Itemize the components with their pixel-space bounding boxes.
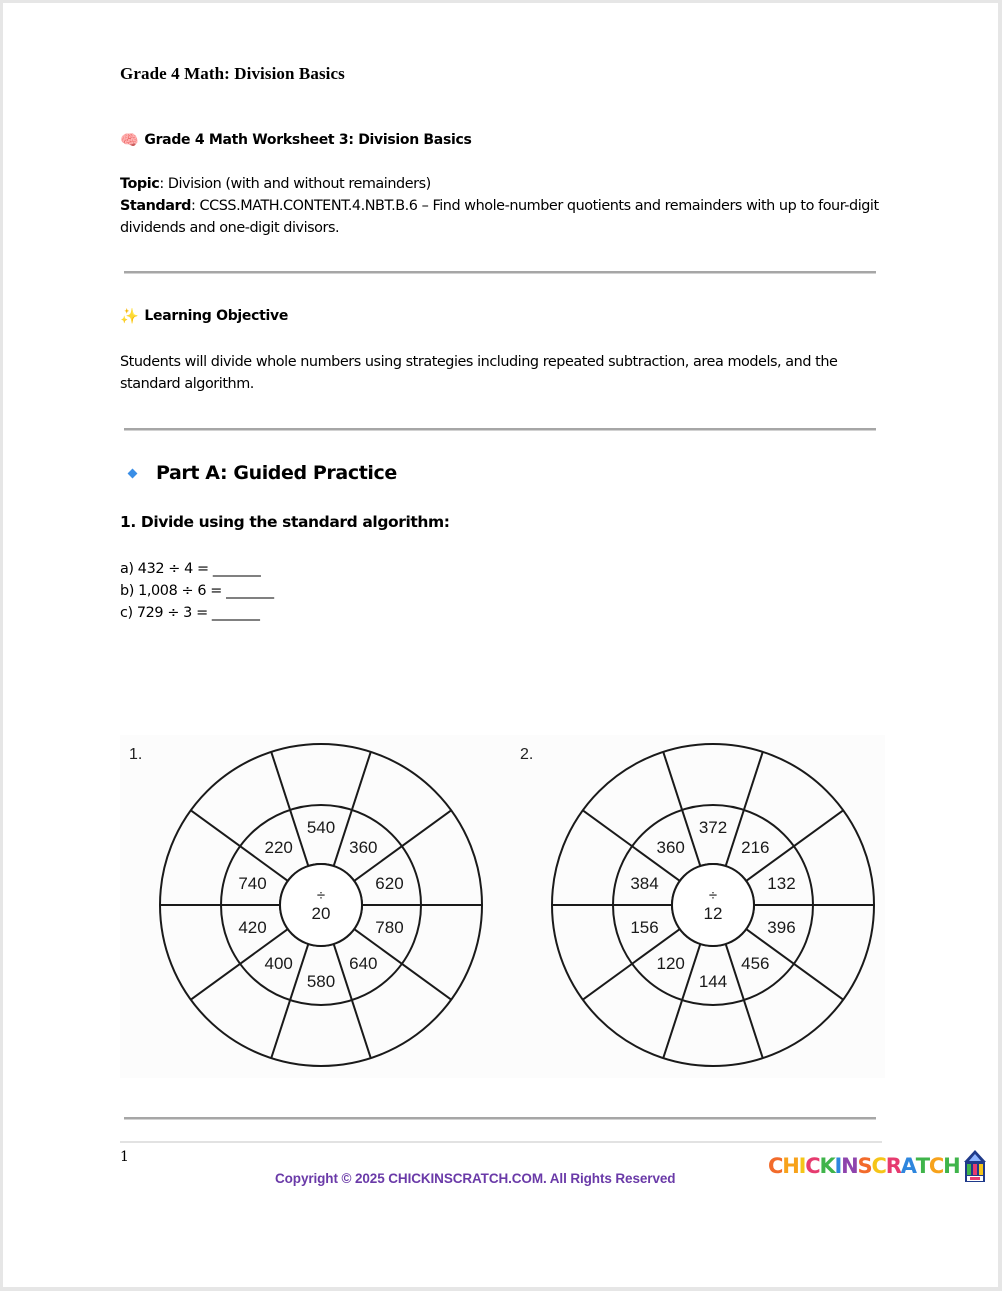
logo-letter: T xyxy=(915,1154,929,1178)
dividend-number: 640 xyxy=(349,954,378,974)
dividend-number: 540 xyxy=(306,818,336,837)
standard-line xyxy=(120,195,880,239)
dividend-number: 120 xyxy=(656,954,685,974)
section-divider xyxy=(124,428,876,431)
section-divider xyxy=(124,271,876,274)
brain-icon: 🧠 xyxy=(120,131,139,149)
division-wheel-2 xyxy=(552,744,874,1066)
logo-letter: C xyxy=(805,1154,820,1178)
dividend-number: 216 xyxy=(741,837,770,857)
dividend-number: 396 xyxy=(767,918,796,938)
dividend-number: 220 xyxy=(264,837,293,857)
dividend-number: 132 xyxy=(767,873,796,893)
divisor-number: 12 xyxy=(703,904,723,923)
objective-text: Students will divide whole numbers using strategies including repeated subtraction, area models, and the standard algorithm. xyxy=(120,354,838,392)
logo-letter: K xyxy=(819,1154,835,1178)
logo-text xyxy=(768,1154,959,1178)
logo-letter: H xyxy=(782,1154,799,1178)
standard-label: Standard xyxy=(120,198,192,214)
division-wheels-svg xyxy=(120,735,885,1078)
wheel-1-label: 1. xyxy=(129,746,143,763)
part-a-heading-text: Part A: Guided Practice xyxy=(156,462,397,484)
division-wheels-image xyxy=(120,735,885,1078)
sparkles-icon: ✨ xyxy=(120,307,139,325)
copyright-text: Copyright © 2025 CHICKINSCRATCH.COM. All Rights Reserved xyxy=(275,1171,676,1186)
logo-letter: S xyxy=(857,1154,872,1178)
document-page xyxy=(3,3,998,1287)
standard-value: : CCSS.MATH.CONTENT.4.NBT.B.6 – Find whole-number quotients and remainders with up to four-digit dividends and one-digit divisors. xyxy=(120,198,879,236)
worksheet-heading-text: Grade 4 Math Worksheet 3: Division Basics xyxy=(144,132,472,148)
pencil-house-icon xyxy=(962,1149,988,1183)
dividend-number: 420 xyxy=(238,918,267,938)
objective-heading xyxy=(120,307,288,325)
dividend-number: 620 xyxy=(375,873,404,893)
logo-letter: C xyxy=(928,1154,944,1178)
page-number: 1 xyxy=(120,1149,129,1165)
worksheet-heading xyxy=(120,131,472,149)
division-wheel-1 xyxy=(160,744,482,1066)
dividend-number: 360 xyxy=(349,837,378,857)
topic-line xyxy=(120,173,880,195)
dividend-number: 360 xyxy=(656,837,685,857)
logo-letter: H xyxy=(943,1154,960,1178)
divide-sign: ÷ xyxy=(316,887,326,904)
logo-letter: I xyxy=(798,1154,806,1178)
dividend-number: 372 xyxy=(698,818,728,837)
topic-label: Topic xyxy=(120,176,160,192)
problem-list xyxy=(120,558,274,624)
logo-letter: A xyxy=(900,1154,916,1178)
topic-value: : Division (with and without remainders) xyxy=(159,176,431,192)
footer-divider xyxy=(120,1141,882,1143)
divide-sign: ÷ xyxy=(708,887,718,904)
topic-standard-block xyxy=(120,173,880,239)
question-1-heading: 1. Divide using the standard algorithm: xyxy=(120,513,450,531)
divisor-number: 20 xyxy=(311,904,331,923)
dividend-number: 740 xyxy=(238,873,267,893)
document-title: Grade 4 Math: Division Basics xyxy=(120,64,345,83)
dividend-number: 384 xyxy=(630,873,659,893)
dividend-number: 156 xyxy=(630,918,659,938)
logo-letter: I xyxy=(834,1154,842,1178)
chickinscratch-logo xyxy=(768,1149,988,1183)
dividend-number: 780 xyxy=(375,918,404,938)
objective-heading-text: Learning Objective xyxy=(144,308,289,324)
part-a-heading xyxy=(127,462,397,484)
dividend-number: 580 xyxy=(306,972,336,991)
logo-letter: R xyxy=(885,1154,901,1178)
section-divider xyxy=(124,1117,876,1120)
blue-diamond-icon xyxy=(128,468,138,478)
wheel-2-label: 2. xyxy=(520,746,534,763)
dividend-number: 144 xyxy=(698,972,728,991)
problem-a: a) 432 ÷ 4 = _______ xyxy=(120,561,261,577)
logo-letter: C xyxy=(871,1154,886,1178)
dividend-number: 456 xyxy=(741,954,770,974)
problem-c: c) 729 ÷ 3 = _______ xyxy=(120,605,260,621)
problem-b: b) 1,008 ÷ 6 = _______ xyxy=(120,583,274,599)
dividend-number: 400 xyxy=(264,954,293,974)
logo-letter: C xyxy=(768,1154,783,1178)
logo-letter: N xyxy=(841,1154,858,1178)
